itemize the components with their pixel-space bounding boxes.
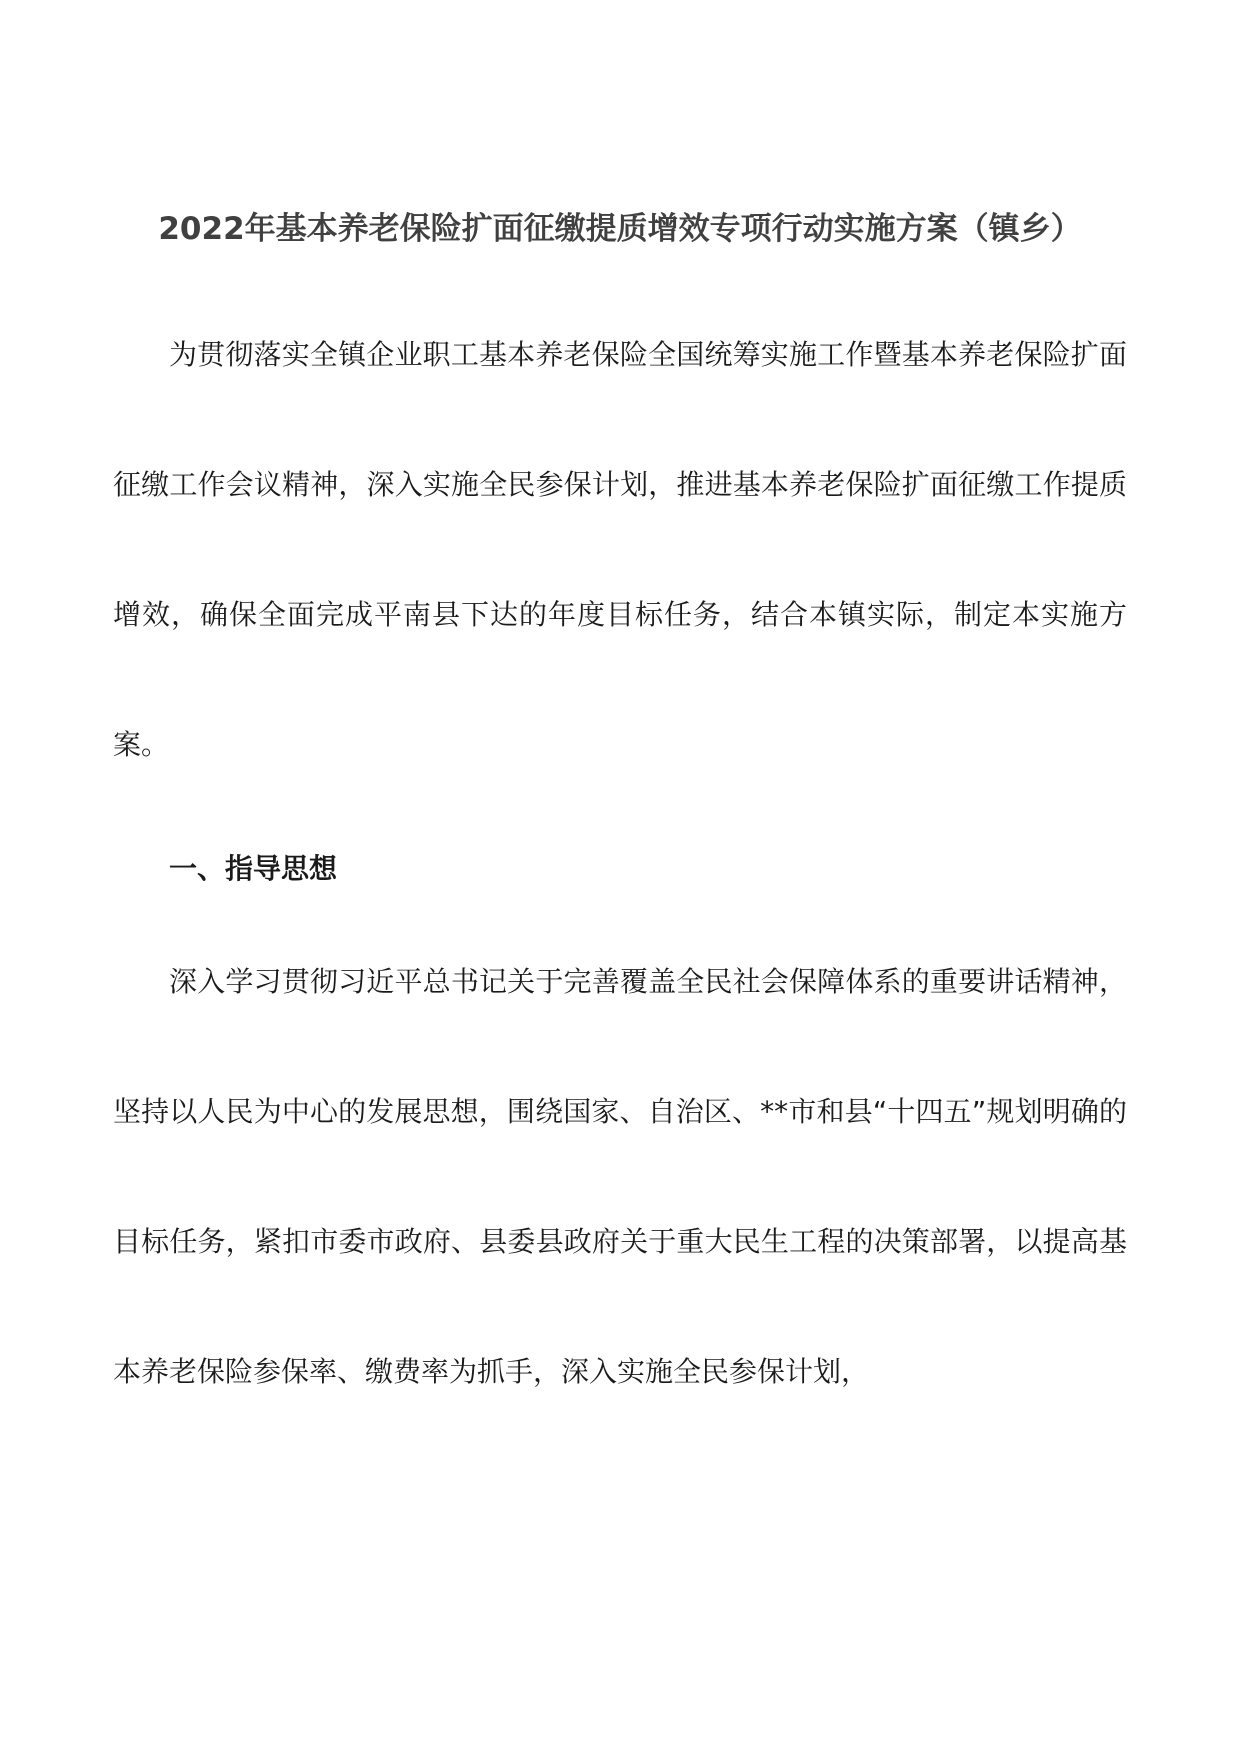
intro-paragraph: 为贯彻落实全镇企业职工基本养老保险全国统筹实施工作暨基本养老保险扩面征缴工作会议精神，深入实施全民参保计划，推进基本养老保险扩面征缴工作提质增效，确保全面完成平南县下达的年度目标任务，结合本镇实际，制定本实施方案。 bbox=[113, 338, 1127, 761]
section-heading-guiding-ideology: 一、指导思想 bbox=[169, 852, 338, 885]
section-paragraph-guiding-ideology: 深入学习贯彻习近平总书记关于完善覆盖全民社会保障体系的重要讲话精神，坚持以人民为中心的发展思想，围绕国家、自治区、**市和县“十四五”规划明确的目标任务，紧扣市委市政府、县委县政府关于重大民生工程的决策部署，以提高基本养老保险参保率、缴费率为抓手，深入实施全民参保计划， bbox=[113, 965, 1127, 1388]
document-title: 2022年基本养老保险扩面征缴提质增效专项行动实施方案（镇乡） bbox=[158, 211, 1082, 247]
